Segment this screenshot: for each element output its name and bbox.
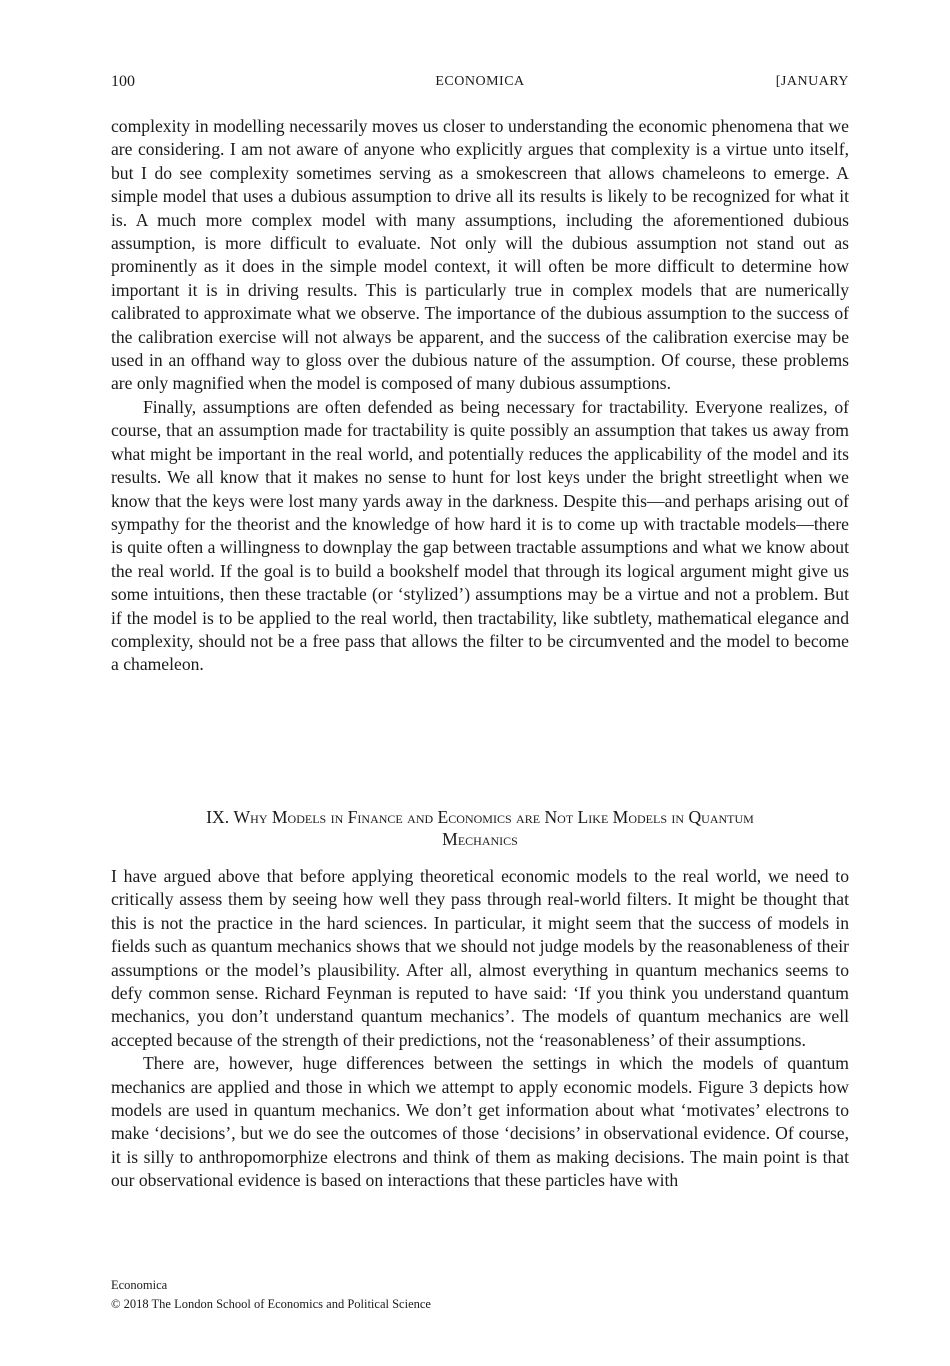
body-text-after-section: [111, 865, 849, 1193]
section-title: Why Models in Finance and Economics are Not Like Models in Quantum: [233, 807, 754, 827]
paragraph-quantum-differences: There are, however, huge differences between the settings in which the models of quantum mechanics are applied and those in which we attempt to apply economic models. Figure 3 depicts how models are used in quantum mechanics. We don’t get information about what ‘motivates’ electrons to make ‘decisions’, but we do see the outcomes of those ‘decisions’ in observational evidence. Of course, it is silly to anthropomorphize electrons and think of them as making decisions. The main point is that our observational evidence is based on interactions that these particles have with: [111, 1053, 849, 1191]
footer-copyright: © 2018 The London School of Economics and Political Science: [111, 1297, 431, 1311]
paragraph-continued: complexity in modelling necessarily moves us closer to understanding the economic phenomena that we are considering. I am not aware of anyone who explicitly argues that complexity is a virtue unto itself, but I do see complexity sometimes serving as a smokescreen that allows chameleons to emerge. A simple model that uses a dubious assumption to drive all its results is likely to be recognized for what it is. A much more complex model with many assumptions, including the aforementioned dubious assumption, is more difficult to evaluate. Not only will the dubious assumption not stand out as prominently as it does in the simple model context, it will often be more difficult to determine how important it is in driving results. This is particularly true in complex models that are numerically calibrated to approximate what we observe. The importance of the dubious assumption to the success of the calibration exercise will not always be apparent, and the success of the calibration exercise may be used in an offhand way to gloss over the dubious nature of the assumption. Of course, these problems are only magnified when the model is composed of many dubious assumptions.: [111, 116, 849, 394]
page-number: 100: [111, 73, 135, 90]
footer-journal: Economica: [111, 1278, 168, 1292]
section-heading-line-2: Mechanics: [442, 829, 518, 849]
paragraph-quantum-intro: I have argued above that before applying theoretical economic models to the real world, we need to critically assess them by seeing how well they pass through real-world filters. It might be thought that this is not the practice in the hard sciences. In particular, it might seem that the success of models in fields such as quantum mechanics shows that we should not judge models by the reasonableness of their assumptions or the model’s plausibility. After all, almost everything in quantum mechanics seems to defy common sense. Richard Feynman is reputed to have said: ‘If you think you understand quantum mechanics, you don’t understand quantum mechanics’. The models of quantum mechanics are well accepted because of the strength of their predictions, not the ‘reasonableness’ of their assumptions.: [111, 866, 849, 1050]
section-number: IX.: [206, 807, 230, 827]
journal-name: ECONOMICA: [435, 74, 525, 89]
section-heading: [111, 806, 849, 850]
issue-month: [JANUARY: [775, 74, 849, 89]
running-head: [111, 71, 849, 93]
page-footer: [111, 1276, 849, 1314]
section-heading-line-1: [111, 806, 849, 828]
paragraph-tractability: Finally, assumptions are often defended as being necessary for tractability. Everyone realizes, of course, that an assumption made for tractability is quite possibly an assumption that takes us away from what might be important in the real world, and potentially reduces the applicability of the model and its results. We all know that it makes no sense to hunt for lost keys under the bright streetlight when we know that the keys were lost many yards away in the darkness. Despite this—and perhaps arising out of sympathy for the theorist and the knowledge of how hard it is to come up with tractable models—there is quite often a willingness to downplay the gap between tractable assumptions and what we know about the real world. If the goal is to build a bookshelf model that through its logical argument might give us some intuitions, then these tractable (or ‘stylized’) assumptions may be a virtue and not a problem. But if the model is to be applied to the real world, then tractability, like subtlety, mathematical elegance and complexity, should not be a free pass that allows the filter to be circumvented and the model to become a chameleon.: [111, 396, 849, 675]
body-text-before-section: [111, 115, 849, 677]
